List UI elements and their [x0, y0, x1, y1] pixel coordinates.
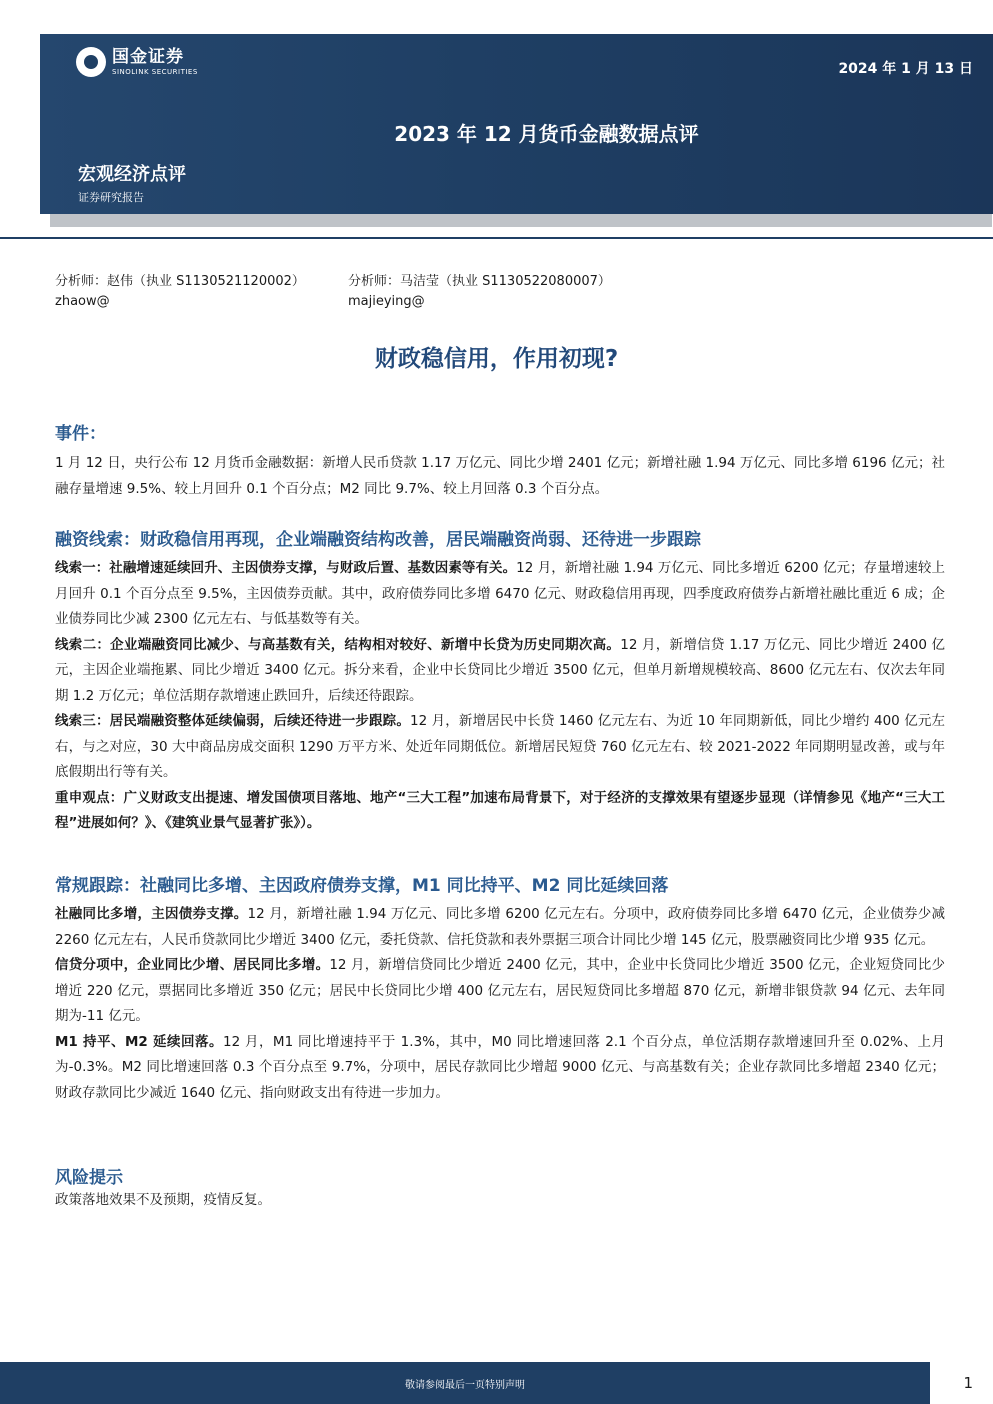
lead-text: 社融同比多增，主因债券支撑。	[55, 906, 248, 922]
analyst-label: 分析师：马洁莹（执业 S1130522080007）	[348, 274, 611, 289]
main-title: 财政稳信用，作用初现?	[374, 346, 619, 372]
risk-text: 政策落地效果不及预期，疫情反复。	[55, 1192, 271, 1208]
tracking-section	[55, 874, 945, 1106]
lead-text: M1 持平、M2 延续回落。	[55, 1033, 223, 1050]
analyst-1	[55, 272, 305, 312]
page-number: 1	[963, 1374, 973, 1392]
paragraph	[55, 786, 945, 837]
report-category: 宏观经济点评	[78, 164, 186, 185]
body-text: 12 月，新增居民中长贷 1460 亿元左右、为近 10 年同期新低，同比少增约 400 亿元左右，与之对应，30 大中商品房成交面积 1290 万平方米、处近年同期低位。新增居民短贷 760 亿元左右、较 2021-2022 年同期明显改善，或与年底假期出行等有关。	[55, 713, 946, 780]
analyst-label: 分析师：赵伟（执业 S1130521120002）	[55, 274, 305, 289]
section-heading: 风险提示	[55, 1168, 123, 1188]
analyst-email: majieying@	[348, 294, 425, 309]
body-text: 12 月，新增信贷同比少增近 2400 亿元，其中，企业中长贷同比少增近 3500 亿元，企业短贷同比少增近 220 亿元，票据同比多增近 350 亿元；居民中长贷同比少增 400 亿元左右，居民短贷同比多增超 870 亿元，新增非银贷款 94 亿元、去年同期为-11 亿元。	[55, 957, 945, 1024]
header-divider	[0, 237, 993, 239]
lead-text: 线索一：社融增速延续回升、主因债券支撑，与财政后置、基数因素等有关。	[55, 560, 517, 576]
paragraph	[55, 709, 945, 786]
body-text: 12 月，新增社融 1.94 万亿元、同比多增近 6200 亿元；存量增速较上月回升 0.1 个百分点至 9.5%，主因债券贡献。其中，政府债券同比多增 6470 亿元、财政稳信用再现，四季度政府债券占新增社融比重近 6 成；企业债券同比少减 2300 亿元左右、与低基数等有关。	[55, 560, 945, 627]
logo-icon	[76, 47, 106, 77]
logo-en: SINOLINK SECURITIES	[112, 67, 198, 76]
analyst-email: zhaow@	[55, 294, 110, 309]
paragraph	[55, 953, 945, 1030]
company-logo	[76, 47, 198, 77]
report-title: 2023 年 12 月货币金融数据点评	[394, 122, 699, 146]
paragraph	[55, 902, 945, 953]
lead-text: 重申观点：广义财政支出提速、增发国债项目落地、地产“三大工程”加速布局背景下，对于经济的支撑效果有望逐步显现（详情参见《地产“三大工程”进展如何？》、《建筑业景气显著扩张》）。	[55, 789, 945, 831]
body-text: 12 月，新增社融 1.94 万亿元、同比多增 6200 亿元左右。分项中，政府债券同比多增 6470 亿元，企业债券少减 2260 亿元左右，人民币贷款同比少增近 3400 亿元，委托贷款、信托贷款和表外票据三项合计同比少增 145 亿元，股票融资同比少增 935 亿元。	[55, 906, 945, 948]
paragraph	[55, 556, 945, 633]
event-section	[55, 422, 945, 502]
lead-text: 线索三：居民端融资整体延续偏弱，后续还待进一步跟踪。	[55, 713, 410, 729]
footer-disclaimer: 敬请参阅最后一页特别声明	[405, 1380, 525, 1391]
lead-text: 信贷分项中，企业同比少增、居民同比多增。	[55, 957, 330, 973]
section-heading: 事件：	[55, 424, 106, 444]
paragraph	[55, 1030, 945, 1107]
event-text: 1 月 12 日，央行公布 12 月货币金融数据：新增人民币贷款 1.17 万亿元、同比少增 2401 亿元；新增社融 1.94 万亿元、同比多增 6196 亿元；社融存量增速 9.5%、较上月回升 0.1 个百分点；M2 同比 9.7%、较上月回落 0.3 个百分点。	[55, 455, 945, 497]
paragraph	[55, 633, 945, 710]
risk-section	[55, 1166, 945, 1210]
logo-cn: 国金证券	[112, 46, 184, 67]
report-date: 2024 年 1 月 13 日	[838, 61, 973, 77]
body-text: 12 月，M1 同比增速持平于 1.3%，其中，M0 同比增速回落 2.1 个百分点，单位活期存款增速回升至 0.02%、上月为-0.3%。M2 同比增速回落 0.3 个百分点至 9.7%，分项中，居民存款同比少增超 9000 亿元、与高基数有关；企业存款同比多增超 2340 亿元；财政存款同比少减近 1640 亿元、指向财政支出有待进一步加力。	[55, 1033, 945, 1101]
report-subcategory: 证券研究报告	[78, 191, 144, 204]
section-heading: 常规跟踪：社融同比多增、主因政府债券支撑，M1 同比持平、M2 同比延续回落	[55, 876, 669, 896]
report-header	[40, 34, 993, 214]
financing-section	[55, 528, 945, 837]
analyst-2	[348, 272, 611, 312]
section-heading: 融资线索：财政稳信用再现，企业端融资结构改善，居民端融资尚弱、还待进一步跟踪	[55, 530, 701, 550]
body-text: 12 月，新增信贷 1.17 万亿元、同比少增近 2400 亿元，主因企业端拖累、同比少增近 3400 亿元。拆分来看，企业中长贷同比少增近 3500 亿元，但单月新增规模较高、8600 亿元左右、仅次去年同期 1.2 万亿元；单位活期存款增速止跌回升，后续还待跟踪。	[55, 636, 946, 704]
lead-text: 线索二：企业端融资同比减少、与高基数有关，结构相对较好、新增中长贷为历史同期次高。	[55, 636, 621, 653]
